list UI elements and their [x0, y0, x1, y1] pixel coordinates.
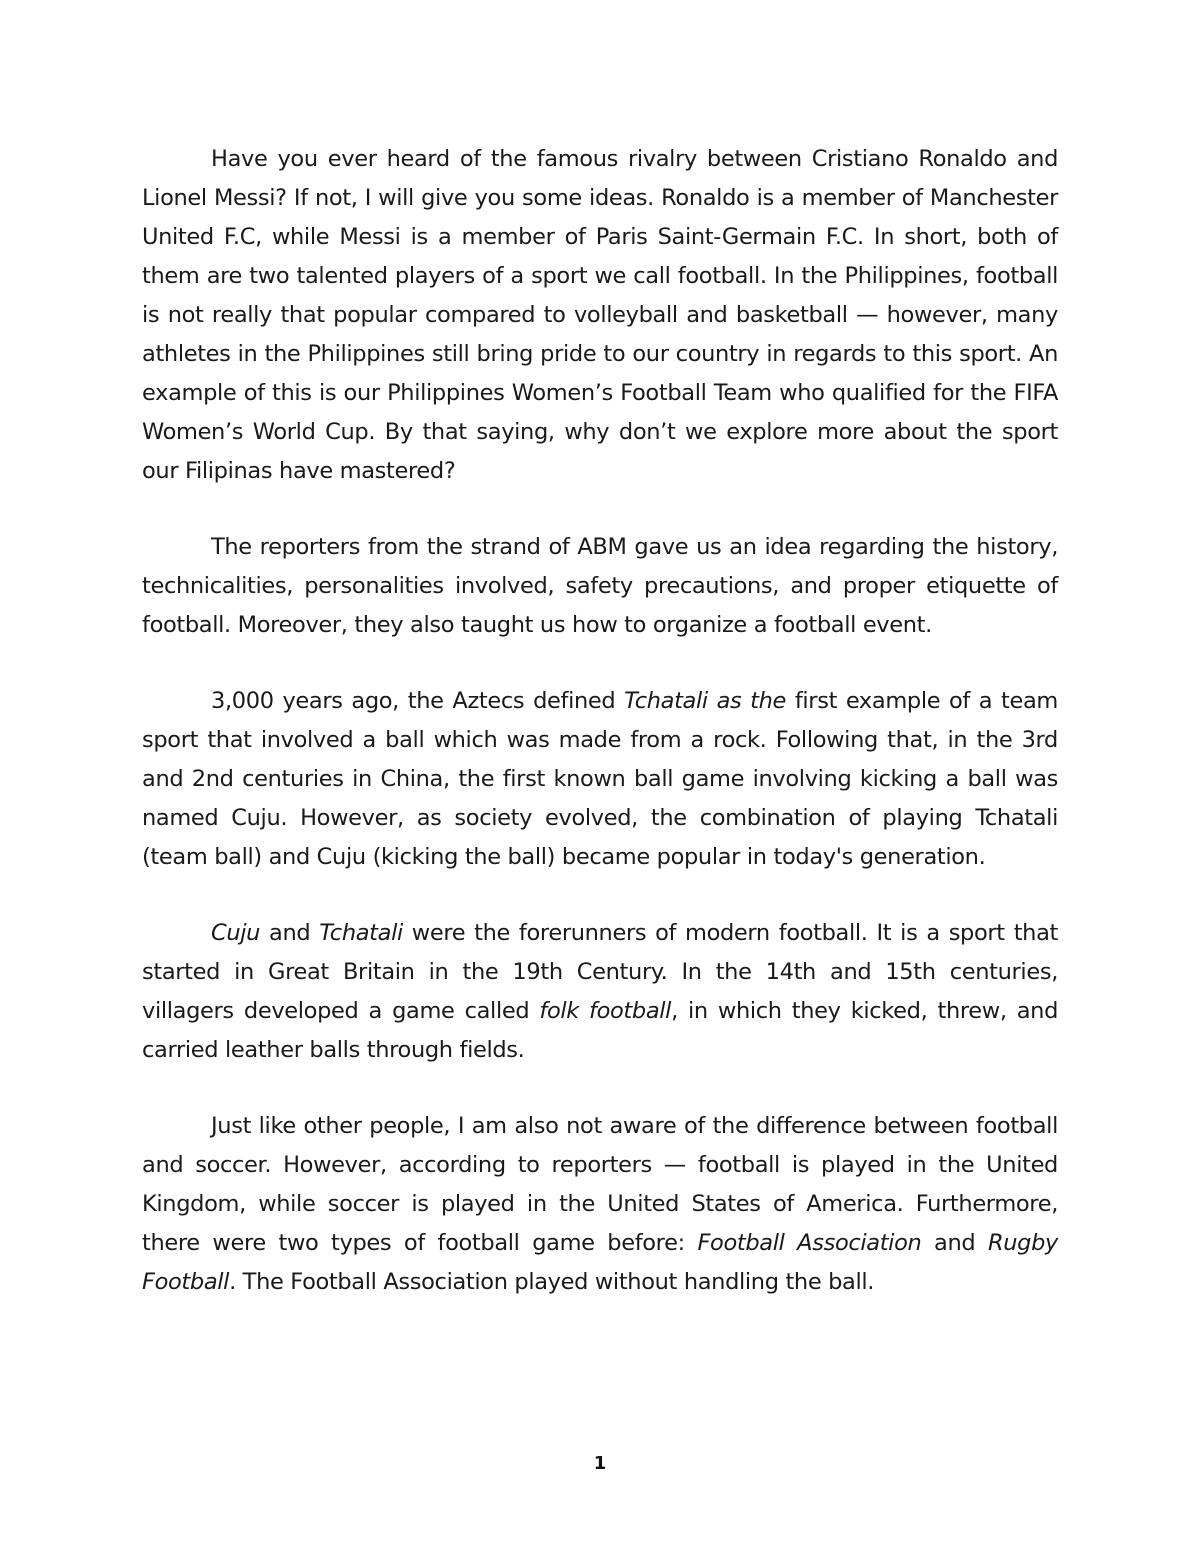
paragraph-football-vs-soccer: [142, 1107, 1058, 1302]
paragraph-text: and: [921, 1230, 988, 1256]
paragraph-text: 3,000 years ago, the Aztecs defined: [211, 688, 625, 714]
paragraph-text: . The Football Association played without handling the ball.: [229, 1269, 875, 1295]
page-number: 1: [593, 1453, 607, 1474]
paragraph-text: were the forerunners of modern football. It is a sport that started in Great Britain in the 19th Century. In the 14th and 15th centuries, villagers developed a game called: [142, 920, 1058, 1024]
paragraph-text: and: [260, 920, 320, 946]
paragraph-forerunners: [142, 914, 1058, 1070]
paragraph-text: The reporters from the strand of ABM gave us an idea regarding the history, technicalities, personalities involved, safety precautions, and proper etiquette of football. Moreover, they also taught us how to organize a football event.: [142, 534, 1058, 638]
paragraph-rivalry-intro: [142, 140, 1058, 491]
paragraph-text: , in which they kicked, threw, and carried leather balls through fields.: [142, 998, 1059, 1063]
paragraph-text: first example of a team sport that involved a ball which was made from a rock. Following that, in the 3rd and 2nd centuries in China, the first known ball game involving kicking a ball was named Cuju. However, as society evolved, the combination of playing Tchatali (team ball) and Cuju (kicking the ball) became popular in today's generation.: [142, 688, 1058, 870]
paragraph-text: Have you ever heard of the famous rivalry between Cristiano Ronaldo and Lionel Messi? If not, I will give you some ideas. Ronaldo is a member of Manchester United F.C, while Messi is a member of Paris Saint-Germain F.C. In short, both of them are two talented players of a sport we call football. In the Philippines, football is not really that popular compared to volleyball and basketball — however, many athletes in the Philippines still bring pride to our country in regards to this sport. An example of this is our Philippines Women’s Football Team who qualified for the FIFA Women’s World Cup. By that saying, why don’t we explore more about the sport our Filipinas have mastered?: [142, 146, 1058, 484]
paragraph-abm-reporters: [142, 528, 1058, 645]
paragraph-text: Just like other people, I am also not aware of the difference between football and soccer. However, according to reporters — football is played in the United Kingdom, while soccer is played in the United States of America. Furthermore, there were two types of football game before:: [142, 1113, 1058, 1256]
italic-term: folk football: [539, 998, 672, 1024]
italic-term: Tchatali: [319, 920, 403, 946]
italic-term: Cuju: [211, 920, 261, 946]
body-text: [142, 140, 1058, 1339]
italic-term: Football Association: [697, 1230, 922, 1256]
italic-term: Rugby Football: [142, 1230, 1058, 1295]
paragraph-history-origins: [142, 682, 1058, 877]
italic-term: Tchatali as the: [624, 688, 787, 714]
